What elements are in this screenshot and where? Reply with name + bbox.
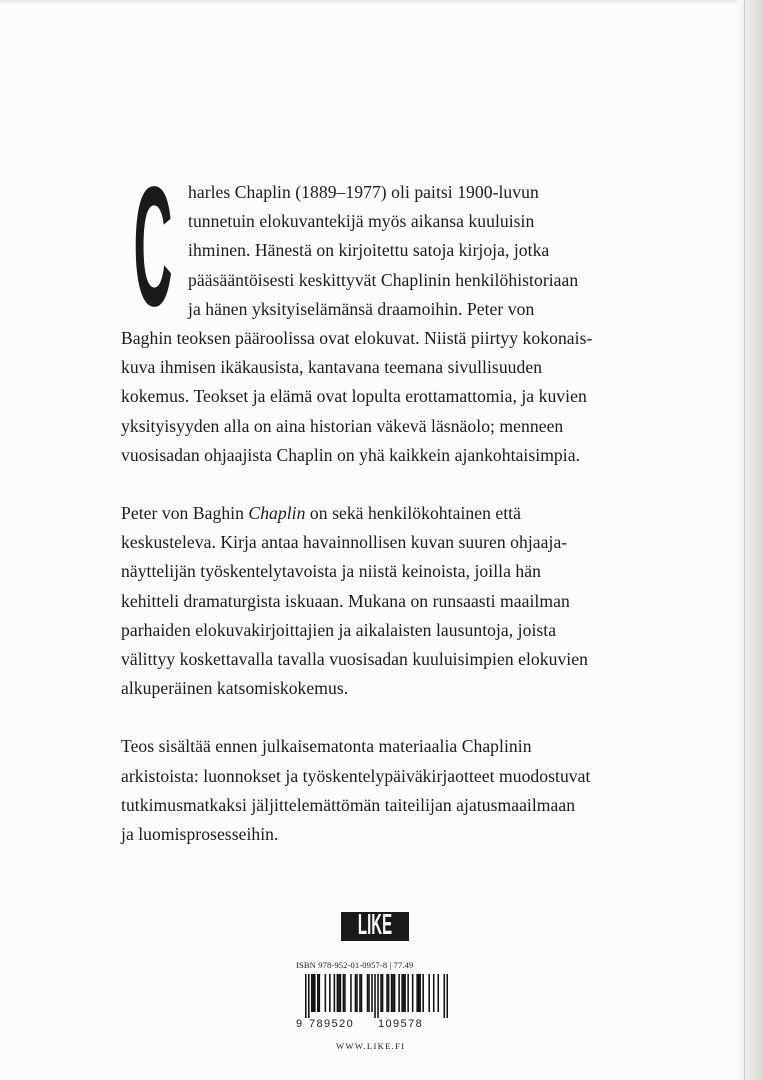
barcode-bar: [338, 974, 340, 1012]
text-line: kuva ihmisen ikäkausista, kantavana teemana sivullisuuden: [121, 357, 543, 378]
barcode-bar: [371, 974, 373, 1012]
paragraph-1: [121, 178, 641, 470]
drop-cap-letter: C: [133, 182, 173, 310]
barcode-bar: [334, 974, 336, 1012]
paragraph-3: [121, 732, 641, 849]
barcode-bar: [422, 974, 424, 1012]
text-line: [121, 499, 641, 528]
text-line: välittyy koskettavalla tavalla vuosisadan kuuluisimpien elokuvien: [121, 649, 588, 670]
barcode-digits-right: 109578: [378, 1018, 424, 1030]
text-line: Baghin teoksen pääroolissa ovat elokuvat. Niistä piirtyy kokonais-: [121, 328, 593, 349]
text-run: on sekä henkilökohtainen että: [305, 503, 521, 524]
text-line: ihminen. Hänestä on kirjoitettu satoja kirjoja, jotka: [188, 240, 550, 261]
top-edge: [0, 0, 763, 3]
barcode-bar: [391, 974, 393, 1012]
barcode-bar: [404, 974, 406, 1012]
barcode-bar: [317, 974, 319, 1012]
barcode-bar: [377, 974, 379, 1018]
barcode-bar: [313, 974, 315, 1012]
barcode-bar: [380, 974, 382, 1012]
barcode-bar: [392, 974, 394, 1012]
barcode-bar: [367, 974, 369, 1012]
barcode-bar: [356, 974, 358, 1012]
barcode-bar: [428, 974, 430, 1012]
text-line: parhaiden elokuvakirjoittajien ja aikalaisten lausuntoja, joista: [121, 619, 557, 640]
isbn-barcode: [296, 974, 448, 1018]
spine-shadow: [737, 0, 763, 1080]
barcode-bar: [355, 974, 357, 1012]
barcode-bar: [361, 974, 363, 1012]
barcode-bar: [433, 974, 435, 1012]
barcode-bar: [329, 974, 331, 1012]
paragraph-2: [121, 499, 641, 703]
text-line: kehitteli dramaturgista iskuaan. Mukana on runsaasti maailman: [121, 590, 570, 611]
barcode-bar: [403, 974, 405, 1012]
text-line: tutkimusmatkaksi jäljittelemättömän taiteilijan ajatusmaailmaan: [121, 794, 576, 815]
text-line: yksityisyyden alla on aina historian väkevä läsnäolo; menneen: [121, 415, 564, 436]
publisher-logo-text: LIKE: [357, 914, 393, 939]
barcode-bar: [311, 974, 313, 1012]
publisher-logo: [341, 912, 409, 941]
barcode-bar: [382, 974, 384, 1012]
text-line: harles Chaplin (1889–1977) oli paitsi 1900-luvun: [188, 182, 539, 202]
barcode-bar: [398, 974, 400, 1012]
barcode-bar: [401, 974, 403, 1012]
barcode-bar: [325, 974, 327, 1012]
barcode-bar: [308, 974, 310, 1018]
barcode-bar: [344, 974, 346, 1012]
barcode-bar: [388, 974, 390, 1012]
barcode-bar: [443, 974, 445, 1018]
barcode-bar: [314, 974, 316, 1012]
barcode-bar: [386, 974, 388, 1012]
barcode-bar: [337, 974, 339, 1012]
barcode-bar: [412, 974, 414, 1012]
publisher-website: WWW.LIKE.FI: [336, 1041, 406, 1051]
barcode-bar: [407, 974, 409, 1012]
text-line: vuosisadan ohjaajista Chaplin on yhä kaikkein ajankohtaisimpia.: [121, 444, 581, 465]
blurb: [121, 178, 641, 849]
barcode-bar: [319, 974, 321, 1012]
text-line: alkuperäinen katsomiskokemus.: [121, 678, 349, 699]
text-line: Teos sisältää ennen julkaisematonta materiaalia Chaplinin: [121, 736, 532, 757]
barcode-bar: [374, 974, 376, 1018]
text-line: ja luomisprosesseihin.: [121, 824, 279, 845]
barcode-bar: [343, 974, 345, 1012]
cover-edge-line: [744, 0, 745, 1080]
text-line: kokemus. Teokset ja elämä ovat lopulta erottamattomia, ja kuvien: [121, 386, 587, 407]
text-line: keskusteleva. Kirja antaa havainnollisen kuvan suuren ohjaaja-: [121, 532, 568, 553]
barcode-bar: [419, 974, 421, 1012]
barcode-bar: [340, 974, 342, 1012]
barcode-digits-left: 789520: [309, 1018, 355, 1030]
barcode-bar: [394, 974, 396, 1012]
text-line: tunnetuin elokuvantekijä myös aikansa kuuluisin: [188, 211, 535, 232]
text-line: ja hänen yksityiselämänsä draamoihin. Peter von: [188, 298, 535, 319]
barcode-bar: [437, 974, 439, 1012]
barcode-bar: [368, 974, 370, 1012]
barcode-digit-first: 9: [296, 1018, 303, 1030]
barcode-bar: [350, 974, 352, 1012]
text-line: pääsääntöisesti keskittyvät Chaplinin henkilöhistoriaan: [188, 269, 579, 290]
text-line: arkistoista: luonnokset ja työskentelypäiväkirjaotteet muodostuvat: [121, 765, 591, 786]
barcode-bar: [446, 974, 448, 1018]
text-run: Peter von Baghin: [121, 503, 249, 524]
text-line: näyttelijän työskentelytavoista ja niistä keinoista, joilla hän: [121, 561, 541, 582]
barcode-bar: [416, 974, 418, 1012]
isbn-text: ISBN 978-952-01-0957-8 | 77.49: [296, 960, 414, 970]
barcode-bar: [305, 974, 307, 1018]
barcode-bar: [418, 974, 420, 1012]
barcode-bar: [359, 974, 361, 1012]
book-title: Chaplin: [248, 503, 306, 524]
